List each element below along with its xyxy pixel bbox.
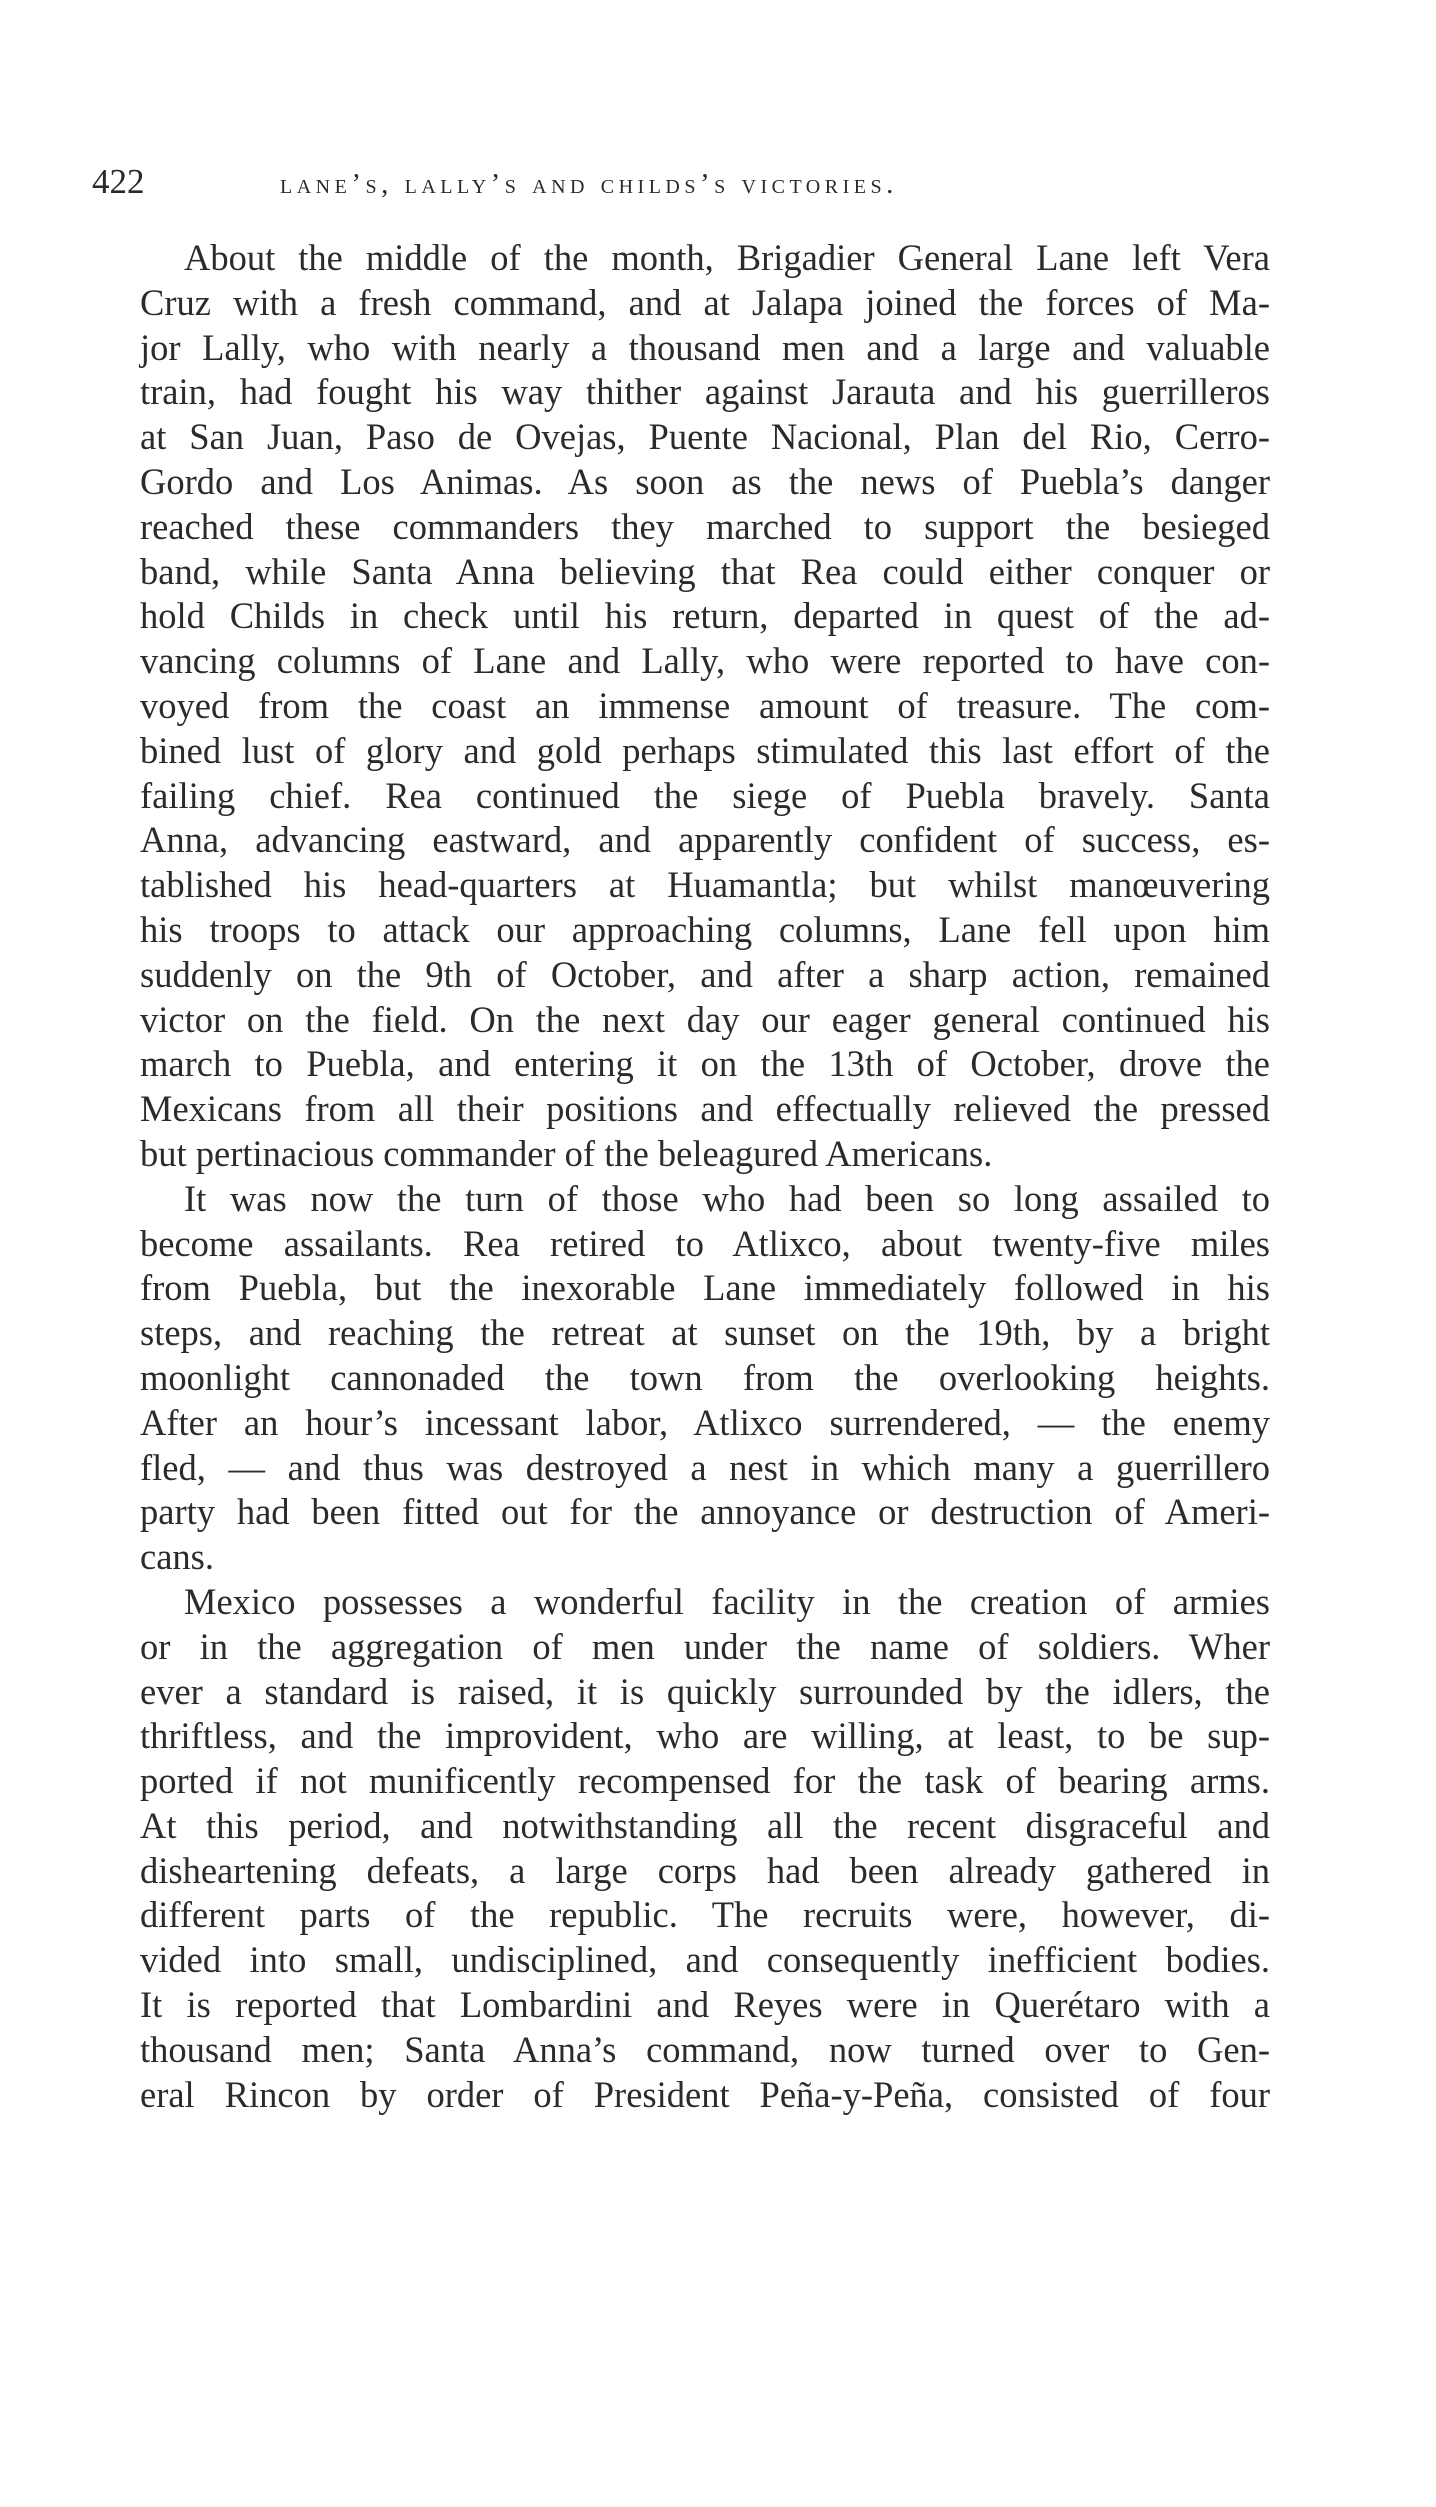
text-line: It is reported that Lombardini and Reyes were in Querétaro with a xyxy=(140,1984,1270,2026)
text-line: It was now the turn of those who had been so long assailed to xyxy=(184,1177,1270,1219)
text-line: victor on the field. On the next day our eager general continued his xyxy=(140,998,1270,1040)
text-line: vancing columns of Lane and Lally, who were reported to have con- xyxy=(140,640,1270,682)
text-line: Anna, advancing eastward, and apparently confident of success, es- xyxy=(140,819,1270,861)
text-line: cans. xyxy=(140,1536,214,1578)
text-line: thousand men; Santa Anna’s command, now turned over to Gen- xyxy=(140,2028,1270,2070)
text-line: reached these commanders they marched to support the besieged xyxy=(140,505,1270,547)
text-line: fled, — and thus was destroyed a nest in which many a guerrillero xyxy=(140,1446,1270,1488)
text-line: jor Lally, who with nearly a thousand men and a large and valuable xyxy=(140,326,1270,368)
text-line: After an hour’s incessant labor, Atlixco surrendered, — the enemy xyxy=(140,1401,1270,1443)
running-head xyxy=(92,162,1352,202)
text-line: or in the aggregation of men under the name of soldiers. Wher xyxy=(140,1625,1270,1667)
text-line: bined lust of glory and gold perhaps stimulated this last effort of the xyxy=(140,729,1270,771)
text-line: tablished his head-quarters at Huamantla; but whilst manœuvering xyxy=(140,864,1270,906)
text-line: party had been fitted out for the annoyance or destruction of Ameri- xyxy=(140,1491,1270,1533)
text-line: failing chief. Rea continued the siege of Puebla bravely. Santa xyxy=(140,774,1270,816)
text-line: ported if not munificently recompensed for the task of bearing arms. xyxy=(140,1760,1270,1802)
text-line: disheartening defeats, a large corps had been already gathered in xyxy=(140,1849,1270,1891)
text-line: band, while Santa Anna believing that Rea could either conquer or xyxy=(140,550,1270,592)
text-line: but pertinacious commander of the beleagured Americans. xyxy=(140,1132,993,1174)
text-line: from Puebla, but the inexorable Lane immediately followed in his xyxy=(140,1267,1270,1309)
text-line: become assailants. Rea retired to Atlixco, about twenty-five miles xyxy=(140,1222,1270,1264)
text-line: train, had fought his way thither against Jarauta and his guerrilleros xyxy=(140,371,1270,413)
text-line: hold Childs in check until his return, departed in quest of the ad- xyxy=(140,595,1270,637)
text-line: At this period, and notwithstanding all the recent disgraceful and xyxy=(140,1804,1270,1846)
text-line: eral Rincon by order of President Peña-y-Peña, consisted of four xyxy=(140,2073,1270,2115)
text-line: his troops to attack our approaching columns, Lane fell upon him xyxy=(140,908,1270,950)
text-line: moonlight cannonaded the town from the overlooking heights. xyxy=(140,1356,1270,1398)
text-line: suddenly on the 9th of October, and after a sharp action, remained xyxy=(140,953,1270,995)
running-title: lane’s, lally’s and childs’s victories. xyxy=(280,168,898,200)
text-line: vided into small, undisciplined, and consequently inefficient bodies. xyxy=(140,1939,1270,1981)
text-line: march to Puebla, and entering it on the 13th of October, drove the xyxy=(140,1043,1270,1085)
text-line: voyed from the coast an immense amount of treasure. The com- xyxy=(140,684,1270,726)
text-line: thriftless, and the improvident, who are willing, at least, to be sup- xyxy=(140,1715,1270,1757)
text-line: ever a standard is raised, it is quickly surrounded by the idlers, the xyxy=(140,1670,1270,1712)
text-line: Gordo and Los Animas. As soon as the news of Puebla’s danger xyxy=(140,460,1270,502)
body-text xyxy=(140,236,1270,2117)
text-line: different parts of the republic. The recruits were, however, di- xyxy=(140,1894,1270,1936)
page-number: 422 xyxy=(92,162,145,201)
text-line: About the middle of the month, Brigadier General Lane left Vera xyxy=(184,237,1270,278)
text-line: Cruz with a fresh command, and at Jalapa joined the forces of Ma- xyxy=(140,281,1270,323)
text-line: Mexicans from all their positions and effectually relieved the pressed xyxy=(140,1088,1270,1130)
text-line: Mexico possesses a wonderful facility in the creation of armies xyxy=(184,1580,1270,1622)
text-line: at San Juan, Paso de Ovejas, Puente Nacional, Plan del Rio, Cerro- xyxy=(140,416,1270,458)
text-line: steps, and reaching the retreat at sunset on the 19th, by a bright xyxy=(140,1312,1270,1354)
